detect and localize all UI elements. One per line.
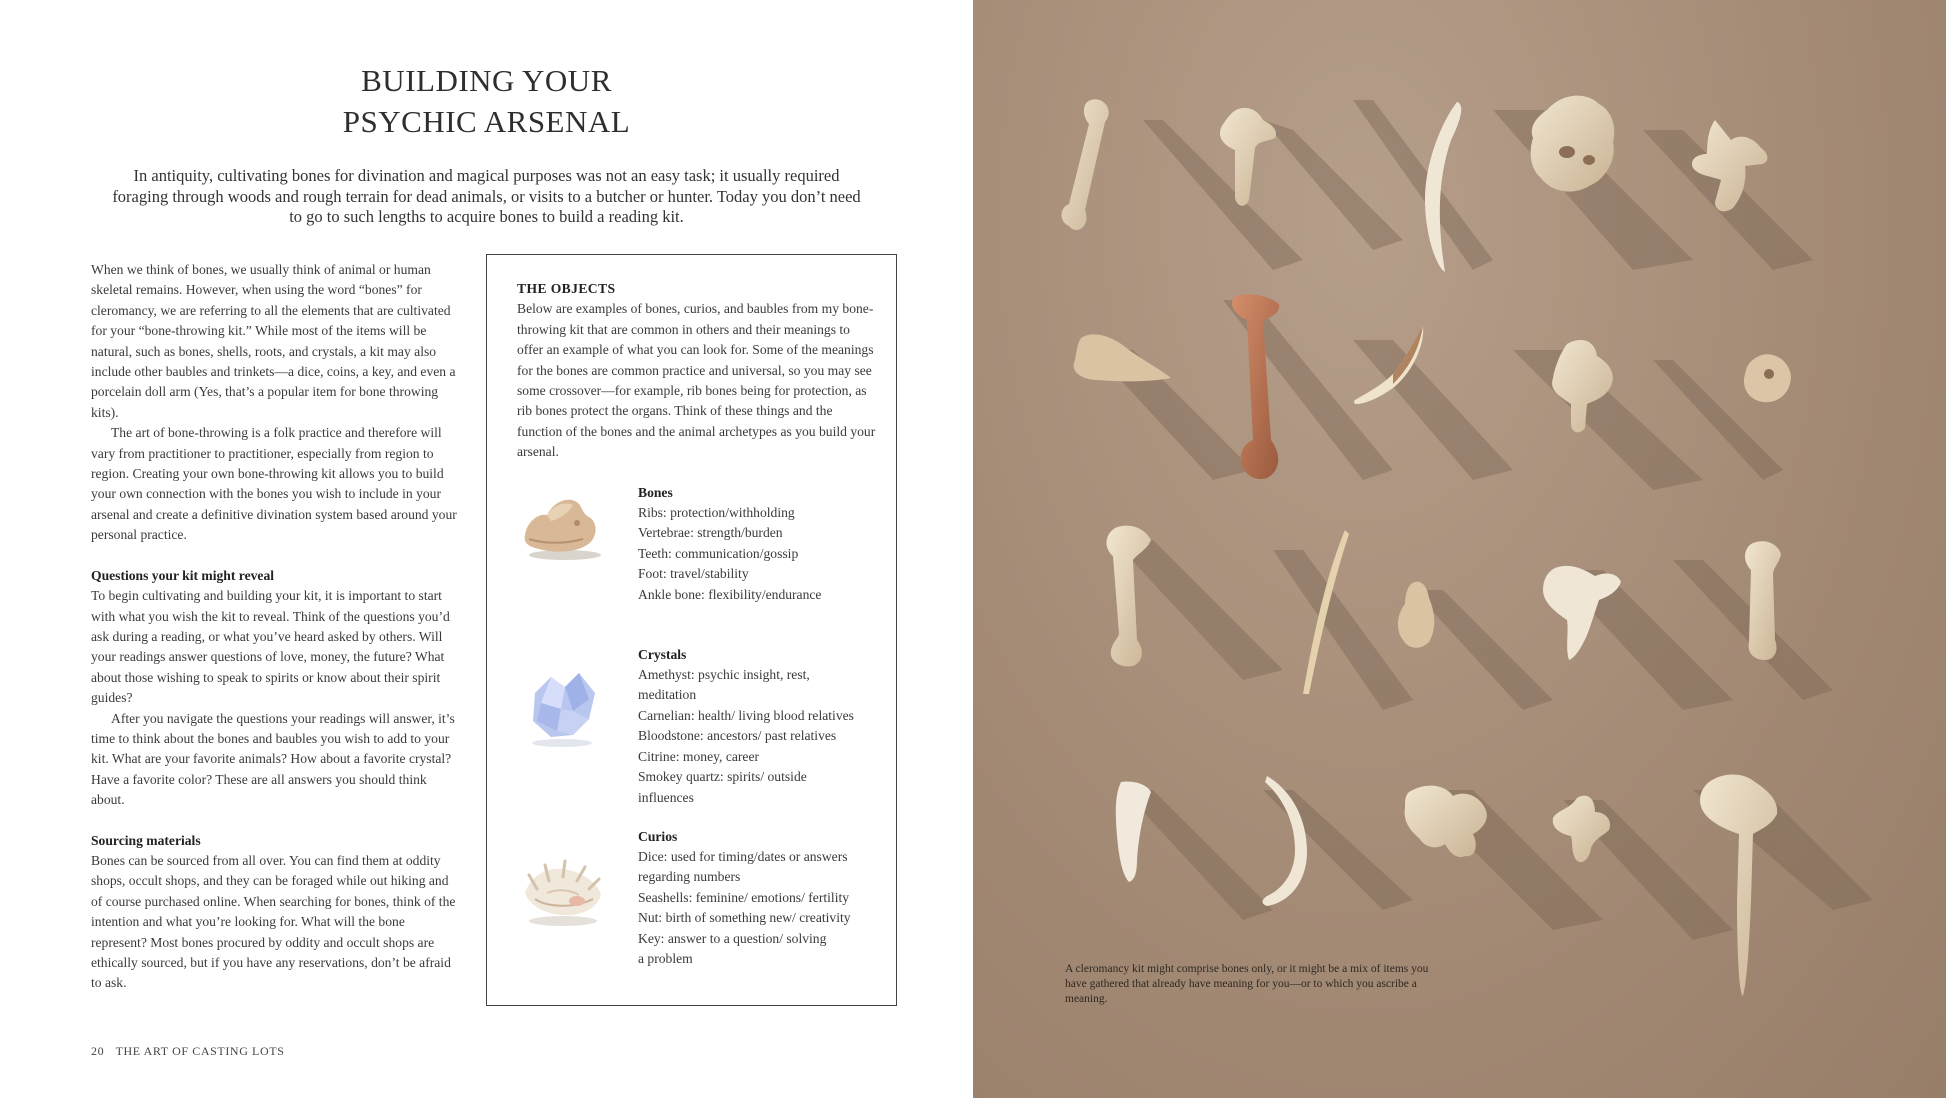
bone-object <box>1107 526 1152 667</box>
bones-heading: Bones <box>638 484 673 500</box>
subheading-questions: Questions your kit might reveal <box>91 567 275 583</box>
objects-group-bones <box>517 483 877 625</box>
bones-photograph <box>973 0 1946 1098</box>
crystal-icon <box>517 663 607 753</box>
crystals-item: Bloodstone: ancestors/ past relatives <box>638 728 837 744</box>
title-line-1: BUILDING YOUR <box>361 63 612 98</box>
objects-group-curios <box>517 827 877 969</box>
objects-description: Below are examples of bones, curios, and baubles from my bone-throwing kit that are common in others and their meanings to offer an example of what you can look for. Some of the meanings for the bones are common practice and universal, so you may see some crossover—for example, rib bones being for protection, as rib bones protect the organs. Think of these things and the function of the bones and the animal archetypes as you build your arsenal. <box>517 301 876 460</box>
bone-fragment-icon <box>517 483 607 573</box>
objects-group-crystals <box>517 645 877 807</box>
crystals-heading: Crystals <box>638 646 687 662</box>
title-line-2: PSYCHIC ARSENAL <box>342 104 631 139</box>
vertebra-object <box>1692 120 1768 211</box>
vertebra-with-spine-object <box>1700 775 1777 997</box>
bones-item: Ankle bone: flexibility/endurance <box>638 586 822 602</box>
crystals-list <box>638 645 898 808</box>
curios-item: Nut: birth of something new/ creativity <box>638 910 851 926</box>
curios-item: a problem <box>638 951 693 967</box>
femur-object <box>1232 294 1279 479</box>
subheading-sourcing: Sourcing materials <box>91 832 201 848</box>
curios-heading: Curios <box>638 828 678 844</box>
crystals-item: Citrine: money, career <box>638 748 760 764</box>
curios-item: Seashells: feminine/ emotions/ fertility <box>638 889 850 905</box>
objects-content <box>517 279 877 969</box>
bones-list <box>638 483 898 605</box>
curios-item: Key: answer to a question/ solving <box>638 930 827 946</box>
body-paragraph-3: To begin cultivating and building your kit, it is important to start with what you wish the kit to reveal. Think of the questions you’d ask during a reading, or what you’ve heard asked by others. Will your readings answer questions of love, money, the future? What about those wishing to speak to spirits or know about their spirit guides? <box>91 588 450 706</box>
body-paragraph-1: When we think of bones, we usually think of animal or human skeletal remains. However, when using the word “bones” for cleromancy, we are referring to all the elements that are cultivated for your “bone-throwing kit.” While most of the items will be natural, such as bones, shells, roots, and crystals, a kit may also include other baubles and trinkets—a dice, coins, a key, and even a porcelain doll arm (Yes, that’s a popular item for bone throwing kits). <box>91 262 456 420</box>
running-title: THE ART OF CASTING LOTS <box>115 1044 285 1058</box>
tooth-object <box>1425 102 1461 272</box>
curios-item: regarding numbers <box>638 869 741 885</box>
vertebra-object <box>1531 96 1615 192</box>
intro-paragraph: In antiquity, cultivating bones for divination and magical purposes was not an easy task; it usually required foraging through woods and rough terrain for dead animals, or visits to a butcher or hunter. Today you don’t need to go to such lengths to acquire bones to build a reading kit. <box>112 166 861 226</box>
ring-bone-object <box>1744 354 1791 402</box>
page-folio <box>91 1044 292 1059</box>
crystals-item: meditation <box>638 687 697 703</box>
body-paragraph-4: After you navigate the questions your readings will answer, it’s time to think about the bones and baubles you wish to add to your kit. What are your favorite animals? How about a favorite crystal? Have a favorite color? These are all answers you should think about. <box>91 710 455 808</box>
tooth-object <box>1116 781 1151 882</box>
photo-caption: A cleromancy kit might comprise bones only, or it might be a mix of items you have gathered that already have meaning for you—or to which you ascribe a meaning. <box>1065 963 1429 1005</box>
bone-object <box>1074 334 1171 381</box>
crystals-item: Smokey quartz: spirits/ outside <box>638 769 807 785</box>
bone-object <box>1745 541 1781 660</box>
crystals-item: influences <box>638 789 694 805</box>
objects-title: THE OBJECTS <box>517 281 616 296</box>
bones-item: Vertebrae: strength/burden <box>638 525 783 541</box>
bones-arrangement <box>973 0 1946 1098</box>
bones-item: Foot: travel/stability <box>638 566 749 582</box>
objects-sidebar-box <box>486 254 897 1006</box>
bones-item: Ribs: protection/withholding <box>638 505 795 521</box>
body-column <box>91 260 461 994</box>
page-title <box>0 60 973 142</box>
body-paragraph-5: Bones can be sourced from all over. You can find them at oddity shops, occult shops, and they can be foraged while out hiking and of course purchased online. When searching for bones, think of the intention and what you’re looking for. What will the bone represent? Most bones procured by oddity and occult shops are ethically sourced, but if you have any reservations, don’t be afraid to ask. <box>91 852 456 991</box>
crystals-item: Amethyst: psychic insight, rest, <box>638 667 810 683</box>
bones-item: Teeth: communication/gossip <box>638 545 799 561</box>
page-number: 20 <box>91 1044 105 1058</box>
crystals-item: Carnelian: health/ living blood relatives <box>638 707 854 723</box>
curios-item: Dice: used for timing/dates or answers <box>638 849 848 865</box>
seashell-icon <box>517 845 607 935</box>
curios-list <box>638 827 898 970</box>
bone-object <box>1062 99 1109 230</box>
body-paragraph-2: The art of bone-throwing is a folk practice and therefore will vary from practitioner to practitioner, especially from region to region. Creating your own bone-throwing kit allows you to build your own connection with the bones you wish to include in your arsenal and create a definitive divination system based around your personal practice. <box>91 425 457 543</box>
